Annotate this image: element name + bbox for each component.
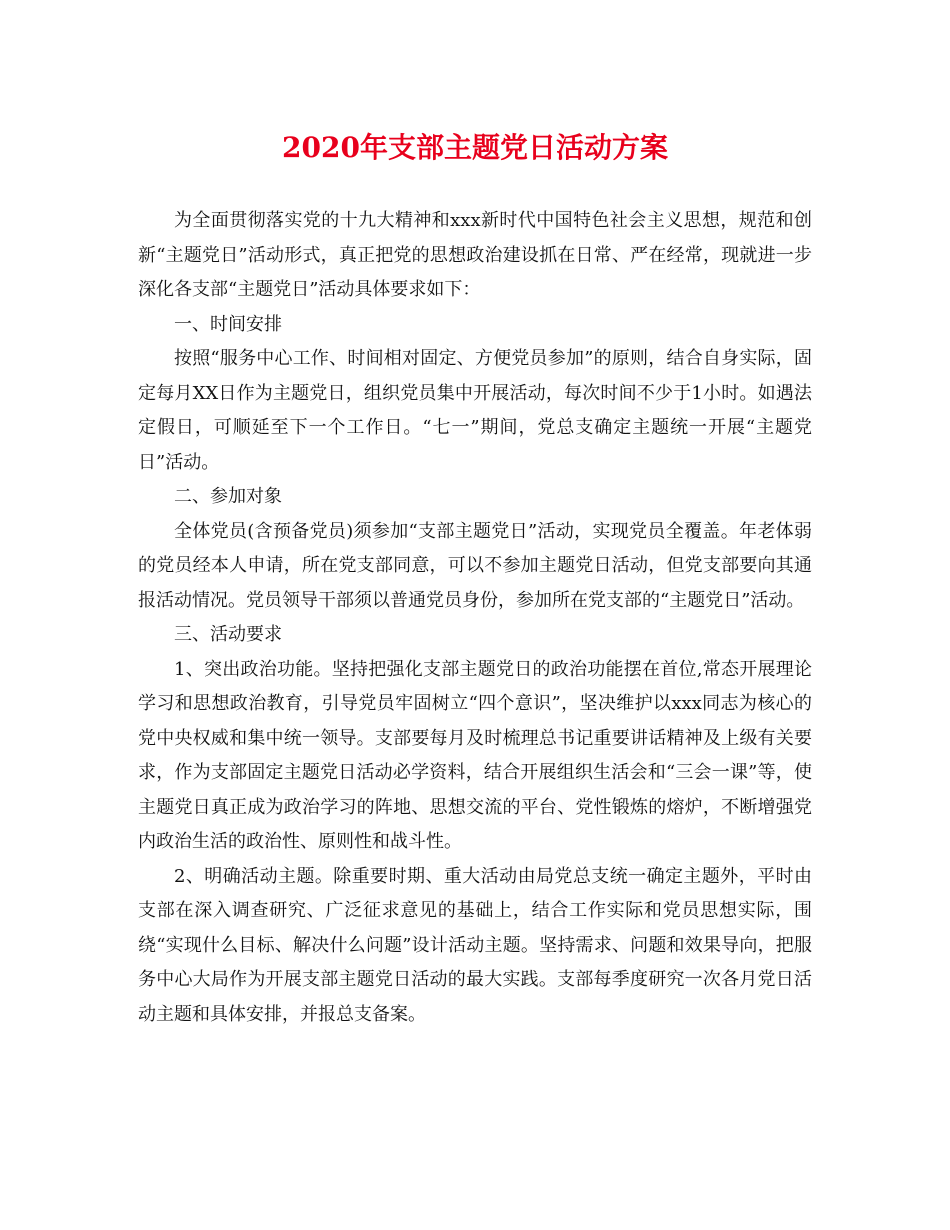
document-title: 2020年支部主题党日活动方案 [282, 131, 668, 164]
section-heading-participants: 二、参加对象 [174, 486, 282, 507]
paragraph-participants: 全体党员(含预备党员)须参加“支部主题党日”活动，实现党员全覆盖。年老体弱的党员经本人申请，所在党支部同意，可以不参加主题党日活动，但党支部要向其通报活动情况。党员领导干部须以普通党员身份，参加所在党支部的“主题党日”活动。 [138, 520, 812, 611]
paragraph-time: 按照“服务中心工作、时间相对固定、方便党员参加”的原则，结合自身实际，固定每月XX日作为主题党日，组织党员集中开展活动，每次时间不少于1小时。如遇法定假日，可顺延至下一个工作日。“七一”期间，党总支确定主题统一开展“主题党日”活动。 [138, 348, 812, 473]
paragraph-requirement-1: 1、突出政治功能。坚持把强化支部主题党日的政治功能摆在首位,常态开展理论学习和思想政治教育，引导党员牢固树立“四个意识”，坚决维护以xxx同志为核心的党中央权威和集中统一领导。支部要每月及时梳理总书记重要讲话精神及上级有关要求，作为支部固定主题党日活动必学资料，结合开展组织生活会和“三会一课”等，使主题党日真正成为政治学习的阵地、思想交流的平台、党性锻炼的熔炉，不断增强党内政治生活的政治性、原则性和战斗性。 [138, 658, 812, 852]
section-heading-time: 一、时间安排 [174, 313, 282, 335]
paragraph-intro: 为全面贯彻落实党的十九大精神和xxx新时代中国特色社会主义思想，规范和创新“主题党日”活动形式，真正把党的思想政治建设抓在日常、严在经常，现就进一步深化各支部“主题党日”活动具体要求如下： [138, 210, 812, 300]
paragraph-requirement-2: 2、明确活动主题。除重要时期、重大活动由局党总支统一确定主题外，平时由支部在深入调查研究、广泛征求意见的基础上，结合工作实际和党员思想实际，围绕“实现什么目标、解决什么问题”设计活动主题。坚持需求、问题和效果导向，把服务中心大局作为开展支部主题党日活动的最大实践。支部每季度研究一次各月党日活动主题和具体安排，并报总支备案。 [138, 865, 812, 1025]
document-body [138, 204, 812, 1032]
section-heading-requirements: 三、活动要求 [174, 624, 282, 645]
